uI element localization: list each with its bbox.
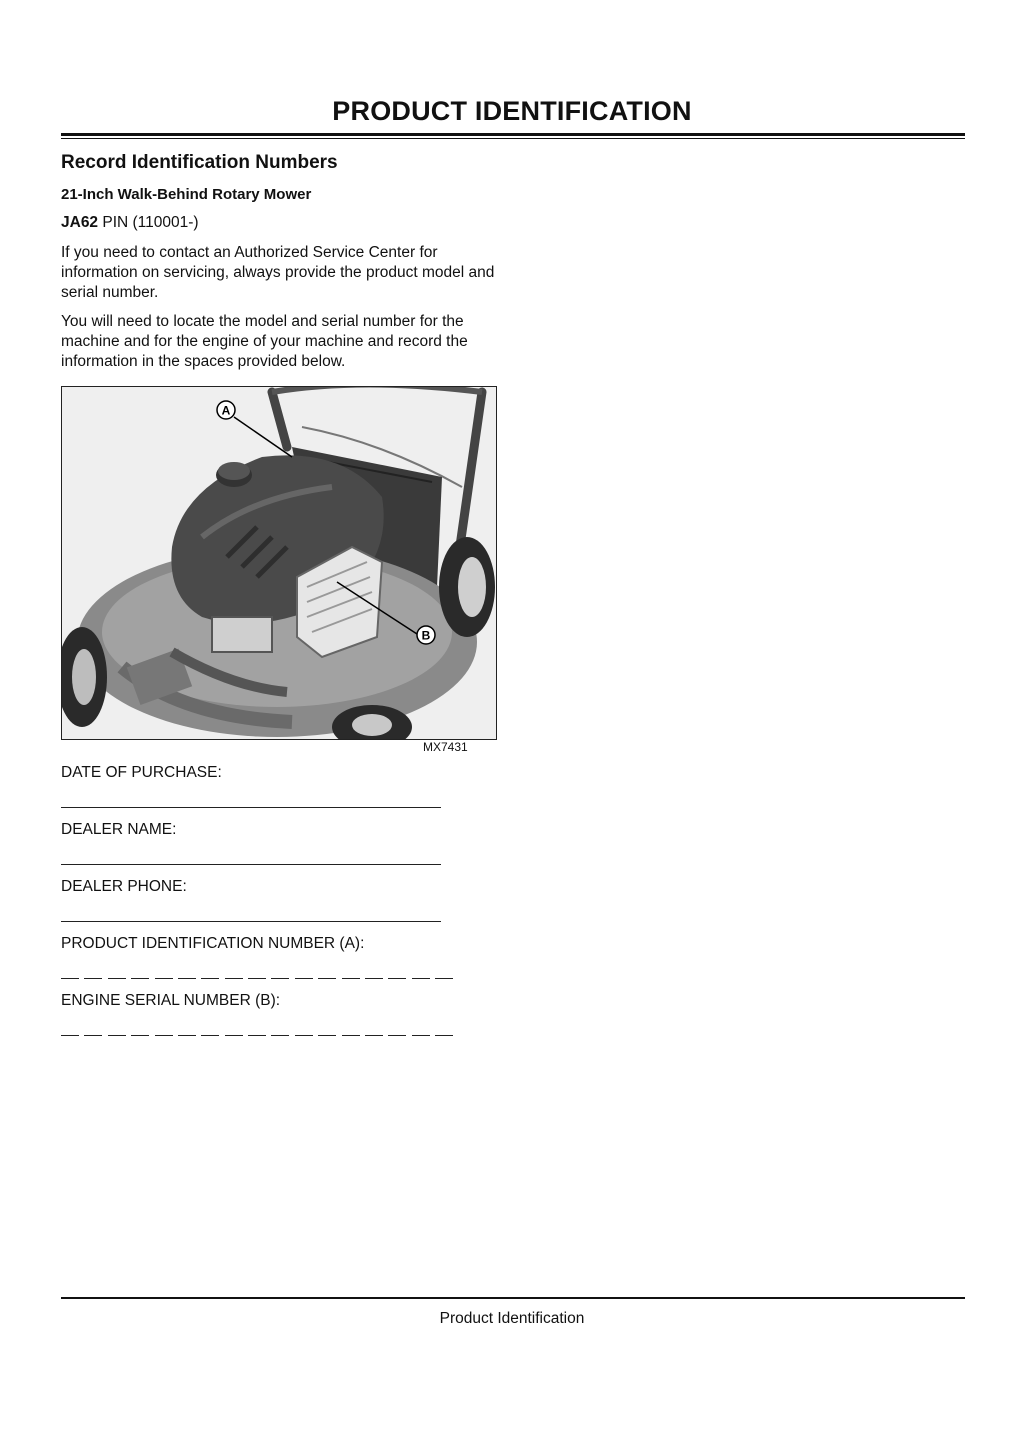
instruction-paragraph: You will need to locate the model and serial number for the machine and for the engine of your machine and record the information in the spaces provided below. [61,313,468,370]
engine-serial-blanks [61,1035,453,1036]
title-rule-thick [61,133,965,136]
model-pin-line [61,214,199,232]
dealer-phone-label: DEALER PHONE: [61,878,187,895]
pin-number-label: PRODUCT IDENTIFICATION NUMBER (A): [61,935,365,952]
pin-number-blanks [61,978,453,979]
dealer-phone-line [61,921,441,922]
dealer-name-label: DEALER NAME: [61,821,177,838]
pin-range: PIN (110001-) [102,214,199,231]
callout-a-label: A [221,403,231,418]
page-title: PRODUCT IDENTIFICATION [332,96,692,126]
callout-a-marker [217,401,235,419]
product-subheading: 21-Inch Walk-Behind Rotary Mower [61,186,312,203]
title-rule-thin [61,138,965,139]
callout-b-marker [417,626,435,644]
dealer-name-line [61,864,441,865]
mower-illustration [61,386,497,740]
callout-b-label: B [421,628,431,643]
footer-rule [61,1297,965,1299]
model-code: JA62 [61,214,99,231]
date-of-purchase-label: DATE OF PURCHASE: [61,764,222,781]
section-heading: Record Identification Numbers [61,152,338,173]
figure-code: MX7431 [423,740,468,754]
footer-text: Product Identification [439,1310,585,1327]
date-of-purchase-line [61,807,441,808]
mower-drawing [62,387,496,739]
engine-serial-label: ENGINE SERIAL NUMBER (B): [61,992,281,1009]
intro-paragraph: If you need to contact an Authorized Service Center for information on servicing, always provide the product model and serial number. [61,244,495,301]
